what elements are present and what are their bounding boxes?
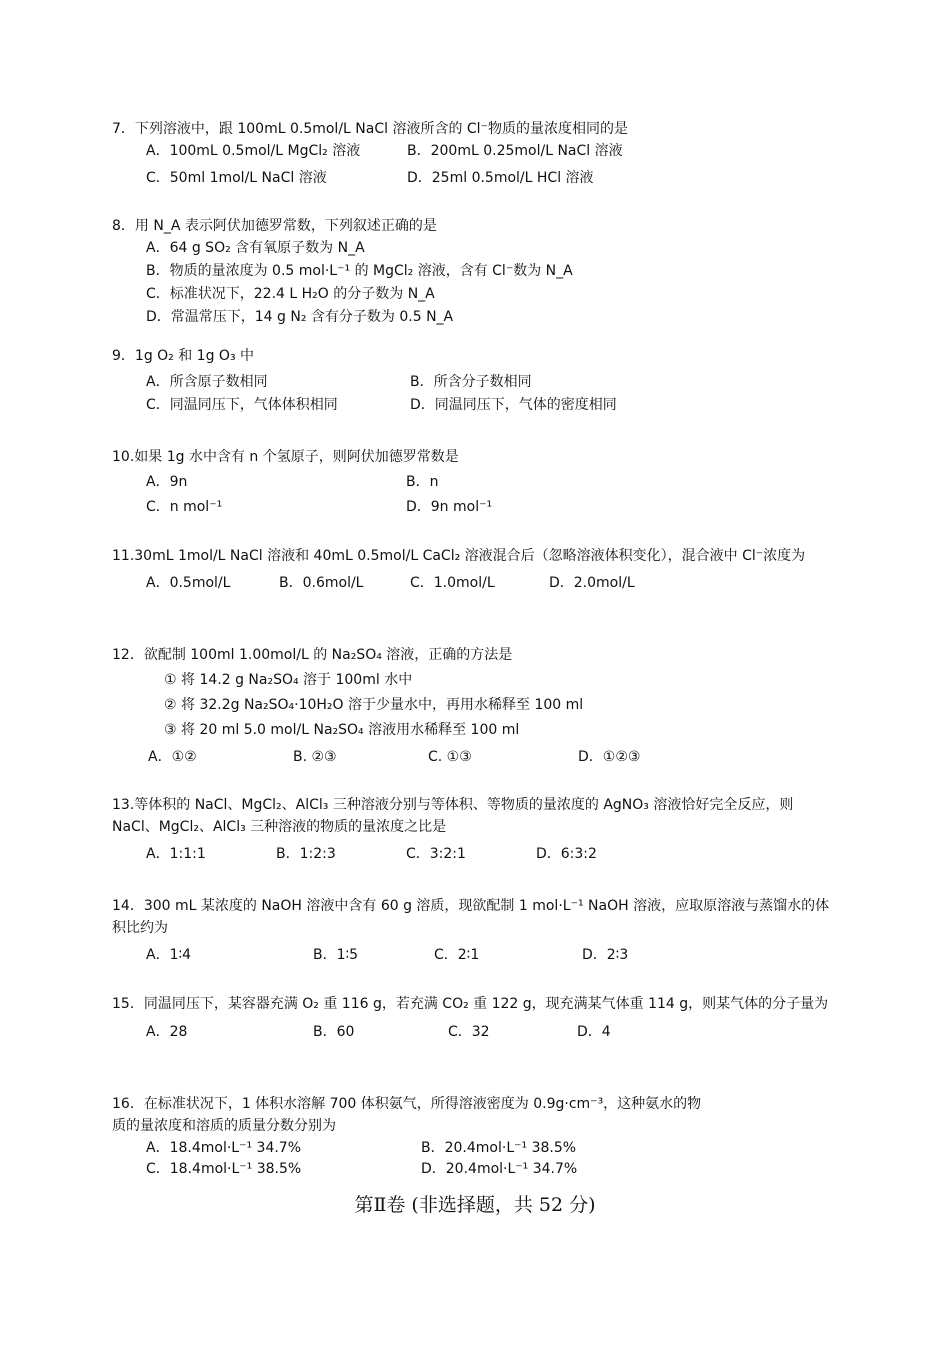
option-a: A．1:1:1	[146, 846, 206, 862]
option-b: B．物质的量浓度为 0.5 mol·L⁻¹ 的 MgCl₂ 溶液，含有 Cl⁻数为 N_A	[146, 263, 573, 279]
option-a: A．64 g SO₂ 含有氧原子数为 N_A	[146, 240, 365, 256]
option-b: B．0.6mol/L	[279, 575, 364, 591]
method-item-1: ① 将 14.2 g Na₂SO₄ 溶于 100ml 水中	[164, 672, 413, 688]
question-9	[112, 345, 842, 417]
option-c: C．18.4mol·L⁻¹ 38.5%	[146, 1161, 302, 1177]
option-b: B．200mL 0.25mol/L NaCl 溶液	[407, 143, 623, 159]
option-d: D．4	[577, 1024, 611, 1040]
option-a: A．9n	[146, 474, 188, 490]
question-stem: 11.30mL 1mol/L NaCl 溶液和 40mL 0.5mol/L CaCl₂ 溶液混合后（忽略溶液体积变化），混合液中 Cl⁻浓度为	[112, 548, 806, 564]
option-b: B．60	[313, 1024, 355, 1040]
question-16	[112, 1093, 712, 1181]
option-a: A．100mL 0.5mol/L MgCl₂ 溶液	[146, 143, 361, 159]
option-a: A．1∶4	[146, 947, 192, 963]
question-12	[112, 644, 842, 769]
option-c: C．3:2:1	[406, 846, 466, 862]
question-stem: 10.如果 1g 水中含有 n 个氢原子，则阿伏加德罗常数是	[112, 449, 459, 465]
option-c: C．1.0mol/L	[410, 575, 495, 591]
option-d: D．①②③	[578, 749, 641, 765]
option-d: D．9n mol⁻¹	[406, 499, 493, 515]
question-stem: 16．在标准状况下，1 体积水溶解 700 体积氨气，所得溶液密度为 0.9g·cm⁻³，这种氨水的物质的量浓度和溶质的质量分数分别为	[112, 1096, 702, 1134]
option-c: C．2∶1	[434, 947, 480, 963]
question-stem: 8．用 N_A 表示阿伏加德罗常数，下列叙述正确的是	[112, 218, 437, 234]
question-7	[112, 118, 842, 190]
option-d: D．常温常压下，14 g N₂ 含有分子数为 0.5 N_A	[146, 309, 454, 325]
question-stem: 12．欲配制 100ml 1.00mol/L 的 Na₂SO₄ 溶液，正确的方法是	[112, 647, 513, 663]
option-c: C．同温同压下，气体体积相同	[146, 397, 338, 413]
option-a: A．18.4mol·L⁻¹ 34.7%	[146, 1140, 302, 1156]
option-b: B．1:2:3	[276, 846, 336, 862]
question-stem: 15．同温同压下，某容器充满 O₂ 重 116 g，若充满 CO₂ 重 122 g，现充满某气体重 114 g，则某气体的分子量为	[112, 996, 829, 1012]
option-c: C. ①③	[428, 749, 472, 765]
option-b: B．20.4mol·L⁻¹ 38.5%	[421, 1140, 577, 1156]
option-d: D．20.4mol·L⁻¹ 34.7%	[421, 1161, 578, 1177]
option-d: D．2∶3	[582, 947, 629, 963]
option-c: C．标准状况下，22.4 L H₂O 的分子数为 N_A	[146, 286, 435, 302]
option-b: B．所含分子数相同	[410, 374, 532, 390]
option-d: D．同温同压下，气体的密度相同	[410, 397, 617, 413]
option-a: A．①②	[148, 749, 197, 765]
question-11	[112, 545, 842, 595]
option-b: B．1∶5	[313, 947, 359, 963]
option-d: D．25ml 0.5mol/L HCl 溶液	[407, 170, 594, 186]
option-d: D．2.0mol/L	[549, 575, 635, 591]
question-10	[112, 446, 842, 519]
option-c: C．32	[448, 1024, 490, 1040]
question-15	[112, 993, 842, 1044]
option-a: A．所含原子数相同	[146, 374, 268, 390]
option-c: C．50ml 1mol/L NaCl 溶液	[146, 170, 327, 186]
question-stem: 13.等体积的 NaCl、MgCl₂、AlCl₃ 三种溶液分别与等体积、等物质的量浓度的 AgNO₃ 溶液恰好完全反应，则 NaCl、MgCl₂、AlCl₃ 三种溶液的物质的量浓度之比是	[112, 797, 794, 835]
question-stem: 7．下列溶液中，跟 100mL 0.5mol/L NaCl 溶液所含的 Cl⁻物质的量浓度相同的是	[112, 121, 628, 137]
option-b: B. ②③	[293, 749, 337, 765]
option-a: A．28	[146, 1024, 188, 1040]
question-stem: 9．1g O₂ 和 1g O₃ 中	[112, 348, 255, 364]
question-stem: 14．300 mL 某浓度的 NaOH 溶液中含有 60 g 溶质，现欲配制 1 mol·L⁻¹ NaOH 溶液，应取原溶液与蒸馏水的体积比约为	[112, 898, 830, 936]
question-14	[112, 895, 842, 967]
section-title: 第Ⅱ卷 (非选择题，共 52 分)	[354, 1194, 596, 1216]
method-item-2: ② 将 32.2g Na₂SO₄·10H₂O 溶于少量水中，再用水稀释至 100 ml	[164, 697, 584, 713]
option-a: A．0.5mol/L	[146, 575, 231, 591]
option-b: B．n	[406, 474, 439, 490]
option-c: C．n mol⁻¹	[146, 499, 223, 515]
option-d: D．6:3:2	[536, 846, 597, 862]
method-item-3: ③ 将 20 ml 5.0 mol/L Na₂SO₄ 溶液用水稀释至 100 ml	[164, 722, 520, 738]
question-8	[112, 215, 842, 329]
question-13	[112, 794, 842, 866]
